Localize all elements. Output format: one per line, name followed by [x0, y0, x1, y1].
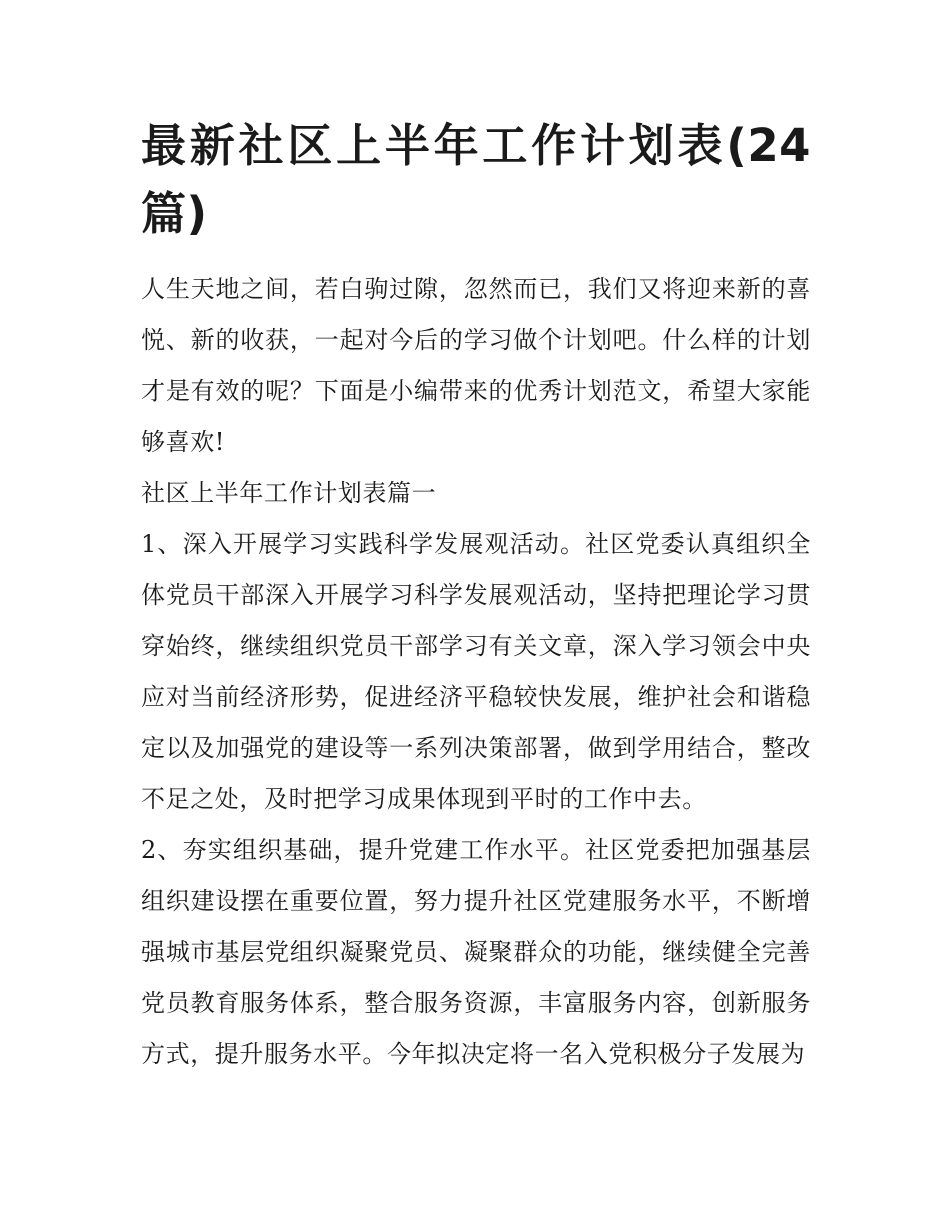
list-item: 2、夯实组织基础，提升党建工作水平。社区党委把加强基层组织建设摆在重要位置，努力提升社区党建服务水平，不断增强城市基层党组织凝聚党员、凝聚群众的功能，继续健全完善党员教育服务体系，整合服务资源，丰富服务内容，创新服务方式，提升服务水平。今年拟决定将一名入党积极分子发展为 — [141, 836, 811, 1068]
document-title: 最新社区上半年工作计划表(24篇) — [141, 119, 811, 240]
section-heading: 社区上半年工作计划表篇一 — [141, 479, 437, 507]
intro-paragraph: 人生天地之间，若白驹过隙，忽然而已，我们又将迎来新的喜悦、新的收获，一起对今后的学习做个计划吧。什么样的计划才是有效的呢？下面是小编带来的优秀计划范文，希望大家能够喜欢! — [141, 275, 811, 456]
document-body — [141, 112, 811, 1080]
list-item: 1、深入开展学习实践科学发展观活动。社区党委认真组织全体党员干部深入开展学习科学发展观活动，坚持把理论学习贯穿始终，继续组织党员干部学习有关文章，深入学习领会中央应对当前经济形势，促进经济平稳较快发展，维护社会和谐稳定以及加强党的建设等一系列决策部署，做到学用结合，整改不足之处，及时把学习成果体现到平时的工作中去。 — [141, 530, 811, 813]
